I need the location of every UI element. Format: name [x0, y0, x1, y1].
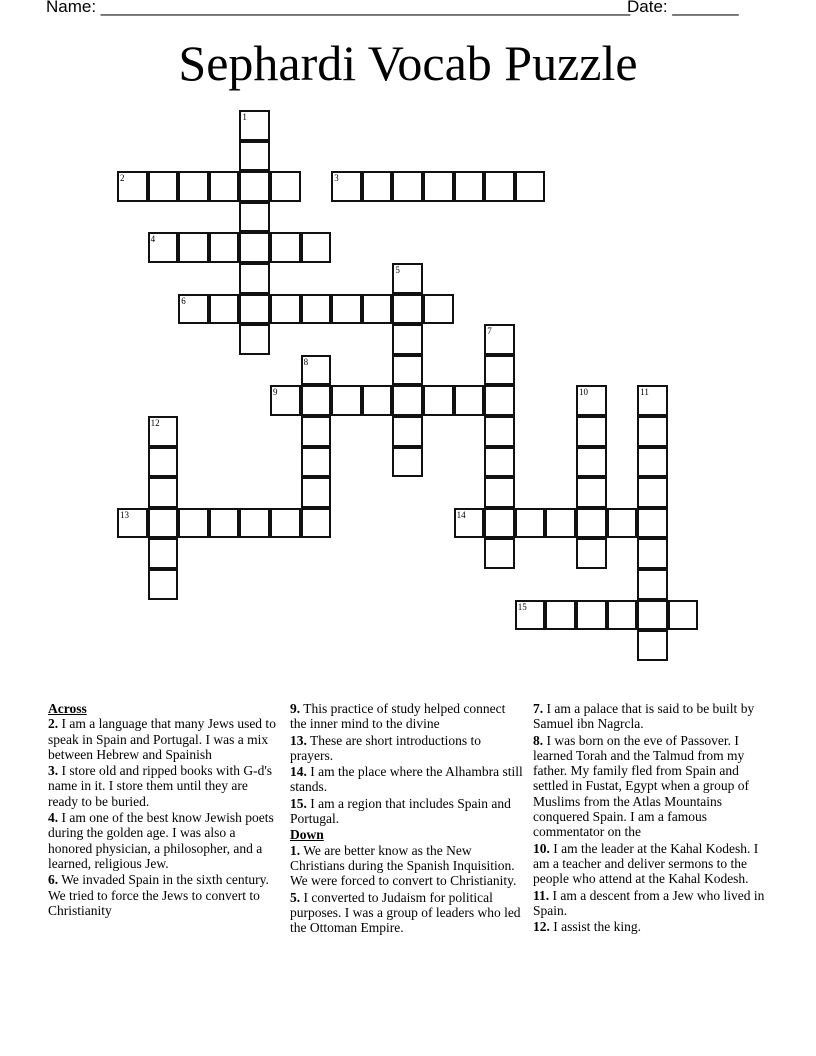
clue-text: We are better know as the New Christians during the Spanish Inquisition. We were forced to convert to Christianity.	[290, 842, 517, 889]
grid-cell[interactable]	[148, 447, 179, 478]
grid-cell[interactable]	[454, 171, 485, 202]
cell-number: 1	[242, 112, 247, 122]
grid-cell[interactable]	[148, 508, 179, 539]
across-heading: Across	[48, 701, 87, 716]
grid-cell[interactable]	[637, 508, 668, 539]
grid-cell[interactable]	[637, 477, 668, 508]
grid-cell[interactable]	[331, 171, 362, 202]
clue-across-14	[290, 764, 525, 795]
grid-cell[interactable]	[239, 202, 270, 233]
grid-cell[interactable]	[576, 508, 607, 539]
grid-cell[interactable]	[239, 110, 270, 141]
clue-text: I am a descent from a Jew who lived in Spain.	[533, 887, 765, 918]
grid-cell[interactable]	[239, 141, 270, 172]
grid-cell[interactable]	[484, 538, 515, 569]
grid-cell[interactable]	[392, 355, 423, 386]
clue-number: 13.	[290, 732, 307, 748]
grid-cell[interactable]	[301, 508, 332, 539]
clue-text: I store old and ripped books with G-d's name in it. I store them until they are ready to be buried.	[48, 763, 273, 809]
grid-cell[interactable]	[668, 600, 699, 631]
down-heading: Down	[290, 827, 324, 843]
clue-down-12	[533, 919, 773, 934]
grid-cell[interactable]	[637, 447, 668, 478]
grid-cell[interactable]	[270, 171, 301, 202]
grid-cell[interactable]	[209, 294, 240, 325]
cell-number: 2	[120, 173, 125, 184]
clues-column-3	[533, 701, 773, 935]
grid-cell[interactable]	[576, 600, 607, 631]
grid-cell[interactable]	[270, 385, 301, 416]
grid-cell[interactable]	[148, 569, 179, 600]
page-title: Sephardi Vocab Puzzle	[178, 35, 638, 91]
clue-across-9	[290, 701, 525, 732]
grid-cell[interactable]	[239, 294, 270, 325]
grid-cell[interactable]	[637, 600, 668, 631]
clue-number: 2.	[48, 716, 59, 732]
clue-number: 14.	[290, 764, 307, 780]
grid-cell[interactable]	[607, 600, 638, 631]
clue-number: 10.	[533, 840, 550, 856]
grid-cell[interactable]	[117, 508, 148, 539]
grid-cell[interactable]	[148, 416, 179, 447]
cell-number: 11	[640, 387, 649, 398]
grid-cell[interactable]	[392, 294, 423, 325]
clue-across-4	[48, 810, 278, 871]
grid-cell[interactable]	[484, 447, 515, 478]
cell-number: 3	[334, 173, 339, 184]
grid-cell[interactable]	[576, 385, 607, 416]
clues-column-2	[290, 701, 525, 936]
grid-cell[interactable]	[392, 416, 423, 447]
grid-cell[interactable]	[392, 171, 423, 202]
grid-cell[interactable]	[362, 171, 393, 202]
grid-cell[interactable]	[484, 477, 515, 508]
name-field[interactable]: Name: ________________________________________________________	[46, 0, 631, 16]
clue-text: I am a palace that is said to be built by Samuel ibn Nagrcla.	[533, 701, 755, 732]
grid-cell[interactable]	[484, 355, 515, 386]
grid-cell[interactable]	[454, 385, 485, 416]
grid-cell[interactable]	[209, 232, 240, 263]
grid-cell[interactable]	[576, 477, 607, 508]
grid-cell[interactable]	[637, 569, 668, 600]
grid-cell[interactable]	[484, 416, 515, 447]
grid-cell[interactable]	[423, 294, 454, 325]
clue-across-3	[48, 763, 278, 809]
clue-text: I am one of the best know Jewish poets during the golden age. I was also a honored physician, a philosopher, and a learned, religious Jew.	[48, 810, 274, 871]
cell-number: 10	[579, 387, 588, 398]
grid-cell[interactable]	[239, 508, 270, 539]
grid-cell[interactable]	[637, 416, 668, 447]
clue-down-7	[533, 701, 773, 732]
grid-cell[interactable]	[515, 600, 546, 631]
grid-cell[interactable]	[270, 294, 301, 325]
grid-cell[interactable]	[117, 171, 148, 202]
grid-cell[interactable]	[209, 508, 240, 539]
grid-cell[interactable]	[423, 171, 454, 202]
grid-cell[interactable]	[301, 385, 332, 416]
clue-text: I am the leader at the Kahal Kodesh. I am a teacher and deliver sermons to the people who attend at the Kahal Kodesh.	[533, 840, 759, 887]
clue-across-13	[290, 733, 525, 764]
grid-cell[interactable]	[209, 171, 240, 202]
grid-cell[interactable]	[484, 171, 515, 202]
grid-cell[interactable]	[148, 538, 179, 569]
grid-cell[interactable]	[484, 385, 515, 416]
cell-number: 14	[456, 509, 466, 520]
clue-across-6	[48, 872, 278, 918]
clue-text: I am a region that includes Spain and Portugal.	[290, 795, 511, 827]
grid-cell[interactable]	[576, 447, 607, 478]
clue-down-8	[533, 733, 773, 840]
clue-text: These are short introductions to prayers.	[290, 732, 481, 763]
grid-cell[interactable]	[148, 477, 179, 508]
grid-cell[interactable]	[637, 385, 668, 416]
grid-cell[interactable]	[301, 294, 332, 325]
clue-text: I converted to Judaism for political purposes. I was a group of leaders who led the Ottoman Empire.	[290, 889, 521, 936]
grid-cell[interactable]	[148, 171, 179, 202]
grid-cell[interactable]	[178, 294, 209, 325]
cell-number: 13	[120, 509, 129, 520]
grid-cell[interactable]	[607, 508, 638, 539]
grid-cell[interactable]	[392, 447, 423, 478]
grid-cell[interactable]	[454, 508, 485, 539]
clue-number: 9.	[290, 701, 301, 716]
clue-number: 4.	[48, 810, 59, 826]
clue-number: 7.	[533, 701, 544, 716]
grid-cell[interactable]	[148, 232, 179, 263]
grid-cell[interactable]	[270, 232, 301, 263]
clue-down-11	[533, 888, 773, 919]
clue-text: I am the place where the Alhambra still stands.	[290, 764, 523, 795]
clue-number: 5.	[290, 889, 301, 905]
cell-number: 9	[273, 387, 278, 398]
cell-number: 5	[395, 265, 400, 275]
grid-cell[interactable]	[270, 508, 301, 539]
clue-down-1	[290, 843, 525, 889]
grid-cell[interactable]	[178, 508, 209, 539]
grid-cell[interactable]	[637, 538, 668, 569]
grid-cell[interactable]	[331, 385, 362, 416]
clue-number: 6.	[48, 872, 59, 888]
clue-number: 8.	[533, 732, 544, 748]
grid-cell[interactable]	[484, 324, 515, 355]
grid-cell[interactable]	[484, 508, 515, 539]
grid-cell[interactable]	[239, 263, 270, 294]
grid-cell[interactable]	[515, 508, 546, 539]
clue-number: 11.	[533, 887, 550, 903]
grid-cell[interactable]	[392, 385, 423, 416]
grid-cell[interactable]	[545, 508, 576, 539]
grid-cell[interactable]	[301, 355, 332, 386]
clue-text: I was born on the eve of Passover. I learned Torah and the Talmud from my father. My family fled from Spain and settled in Fustat, Egypt when a group of Muslims from the Atlas Mountains conquered Spain. I am a famous commentator on the	[533, 732, 749, 840]
clue-text: We invaded Spain in the sixth century. We tried to force the Jews to convert to Christianity	[48, 872, 269, 918]
grid-cell[interactable]	[576, 538, 607, 569]
clue-text: I am a language that many Jews used to speak in Spain and Portugal. I was a mix between Hebrew and Spainish	[48, 716, 276, 762]
grid-cell[interactable]	[545, 600, 576, 631]
cell-number: 12	[150, 418, 160, 428]
clue-down-10	[533, 841, 773, 887]
grid-cell[interactable]	[301, 232, 332, 263]
date-field[interactable]: Date: _______	[627, 0, 739, 16]
grid-cell[interactable]	[576, 416, 607, 447]
clue-number: 1.	[290, 842, 301, 858]
clue-text: This practice of study helped connect the inner mind to the divine	[290, 701, 506, 732]
clue-across-2	[48, 716, 278, 762]
grid-cell[interactable]	[392, 324, 423, 355]
grid-cell[interactable]	[239, 324, 270, 355]
clue-number: 3.	[48, 763, 59, 779]
cell-number: 8	[303, 356, 309, 367]
grid-cell[interactable]	[301, 477, 332, 508]
grid-cell[interactable]	[637, 630, 668, 661]
cell-number: 4	[150, 234, 156, 245]
cell-number: 15	[517, 601, 527, 612]
grid-cell[interactable]	[331, 294, 362, 325]
grid-cell[interactable]	[392, 263, 423, 294]
clues-column-1	[48, 701, 278, 919]
clue-down-5	[290, 890, 525, 936]
clue-number: 15.	[290, 795, 307, 811]
cell-number: 7	[487, 326, 492, 337]
grid-cell[interactable]	[301, 416, 332, 447]
cell-number: 6	[181, 295, 186, 306]
grid-cell[interactable]	[178, 171, 209, 202]
grid-cell[interactable]	[239, 171, 270, 202]
grid-cell[interactable]	[239, 232, 270, 263]
grid-cell[interactable]	[362, 294, 393, 325]
clue-text: I assist the king.	[553, 919, 641, 935]
grid-cell[interactable]	[423, 385, 454, 416]
clue-across-15	[290, 796, 525, 827]
clue-number: 12.	[533, 919, 550, 935]
grid-cell[interactable]	[362, 385, 393, 416]
grid-cell[interactable]	[515, 171, 546, 202]
grid-cell[interactable]	[301, 447, 332, 478]
grid-cell[interactable]	[178, 232, 209, 263]
